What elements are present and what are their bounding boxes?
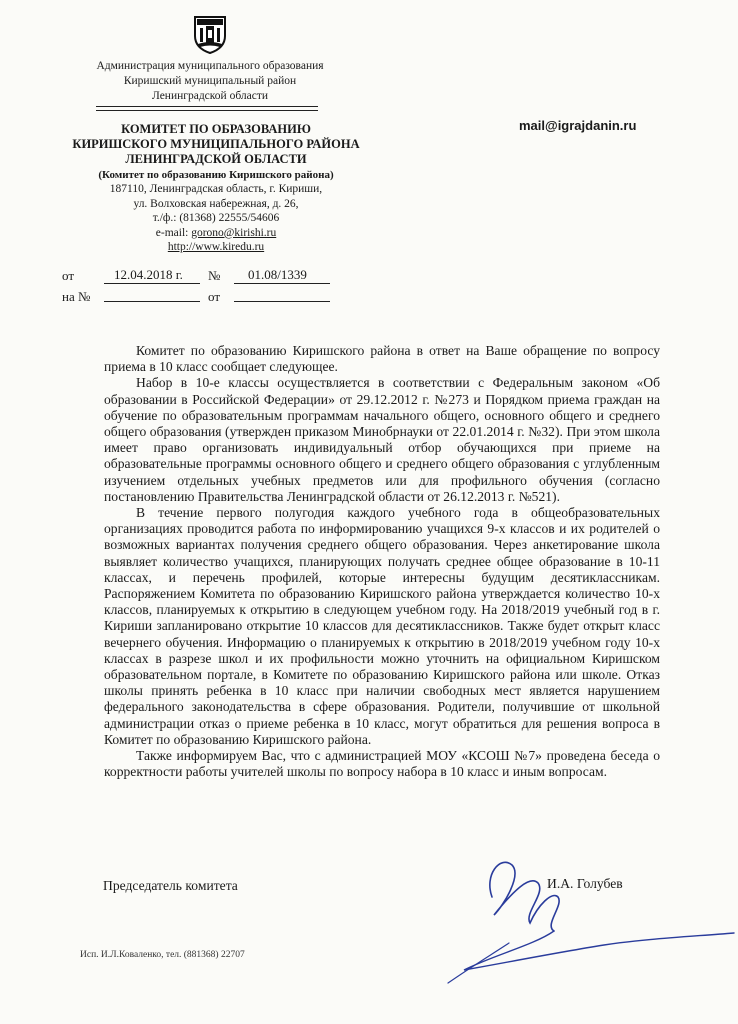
document-number: 01.08/1339 (248, 267, 307, 282)
ref-date-underline (234, 301, 330, 302)
from-label: от (62, 268, 75, 283)
ref-from-label: от (208, 289, 221, 304)
committee-line: ЛЕНИНГРАДСКОЙ ОБЛАСТИ (125, 152, 307, 166)
admin-line: Администрация муниципального образования (96, 60, 324, 72)
handwritten-signature-icon (434, 835, 738, 985)
body-paragraph: Набор в 10-е классы осуществляется в соответствии с Федеральным законом «Об образовании в Российской Федерации» от 29.12.2012 г. №273 и Порядком приема граждан на обучение по образовательным программам начального общего, основного общего и среднего общего образования (утвержден приказом Минобрнауки от 22.01.2014 г. №32). При этом школа имеет право организовать индивидуальный отбор обучающихся при приеме на образовательные программы основного общего и среднего общего образования с углубленным изучением отдельных учебных предметов или для профильного обучения (согласно постановлению Правительства Ленинградской области от 26.12.2013 г. №521). (104, 375, 660, 504)
committee-name (60, 122, 372, 167)
body-paragraph: Также информируем Вас, что с администрацией МОУ «КСОШ №7» проведена беседа о корректности работы учителей школы по вопросу набора в 10 класс и иным вопросам. (104, 748, 660, 780)
email-line (60, 226, 372, 241)
number-underline (234, 283, 330, 284)
letter-body (104, 343, 660, 780)
committee-line: КИРИШСКОГО МУНИЦИПАЛЬНОГО РАЙОНА (72, 137, 360, 151)
signatory-name: И.А. Голубев (547, 876, 623, 891)
admin-line: Ленинградской области (151, 90, 269, 102)
executor-note: Исп. И.Л.Коваленко, тел. (881368) 22707 (80, 950, 245, 960)
ref-number-underline (104, 301, 200, 302)
ref-label: на № (62, 289, 91, 304)
document-date: 12.04.2018 г. (114, 267, 183, 282)
email-link[interactable]: gorono@kirishi.ru (191, 226, 277, 239)
body-paragraph: В течение первого полугодия каждого учебного года в общеобразовательных организациях проводится работа по информированию учащихся 9-х классов и их родителей о возможных вариантах получения среднего общего образования. Через анкетирование школа выявляет количество учащихся, планирующих получать среднее общее образование в 10-11 классах, и перечень профилей, которые интересны будущим десятиклассникам. Распоряжением Комитета по образованию Киришского района утверждается количество 10-х классов, планируемых к открытию в следующем учебном году. На 2018/2019 учебный год в г. Кириши запланировано открытие 10 классов для десятиклассников. Также будет открыт класс вечернего обучения. Информацию о планируемых к открытию в 2018/2019 учебном году 10-х классах в разрезе школ и их профильности можно уточнить на официальном Киришском образовательном портале, в Комитете по образованию Киришского района или школе. Отказ школы принять ребенка в 10 класс при наличии свободных мест является нарушением федерального законодательства в сфере образования. Родители, получившие от школьной администрации отказ о приеме ребенка в 10 класс, могут обратиться для решения вопроса в Комитет по образованию Киришского района. (104, 505, 660, 747)
address-line: 187110, Ленинградская область, г. Кириши, (109, 183, 323, 195)
signatory-title: Председатель комитета (103, 878, 238, 893)
date-underline (104, 283, 200, 284)
address-line: т./ф.: (81368) 22555/54606 (152, 212, 280, 224)
committee-address (60, 182, 372, 255)
address-line: ул. Волховская набережная, д. 26, (133, 197, 299, 210)
admin-line: Киришский муниципальный район (123, 75, 297, 87)
number-label: № (208, 268, 221, 283)
committee-short-name: (Комитет по образованию Киришского района) (98, 169, 334, 181)
coat-of-arms-icon (193, 14, 227, 54)
administration-heading (80, 59, 340, 104)
body-paragraph: Комитет по образованию Киришского района в ответ на Ваше обращение по вопросу приема в 10 класс сообщает следующее. (104, 343, 660, 375)
header-divider (96, 106, 318, 107)
website-link[interactable]: http://www.kiredu.ru (167, 241, 265, 253)
committee-line: КОМИТЕТ ПО ОБРАЗОВАНИЮ (121, 122, 311, 136)
header-divider (96, 110, 318, 111)
recipient-address: mail@igrajdanin.ru (519, 118, 637, 133)
email-label: e-mail: (155, 226, 192, 239)
